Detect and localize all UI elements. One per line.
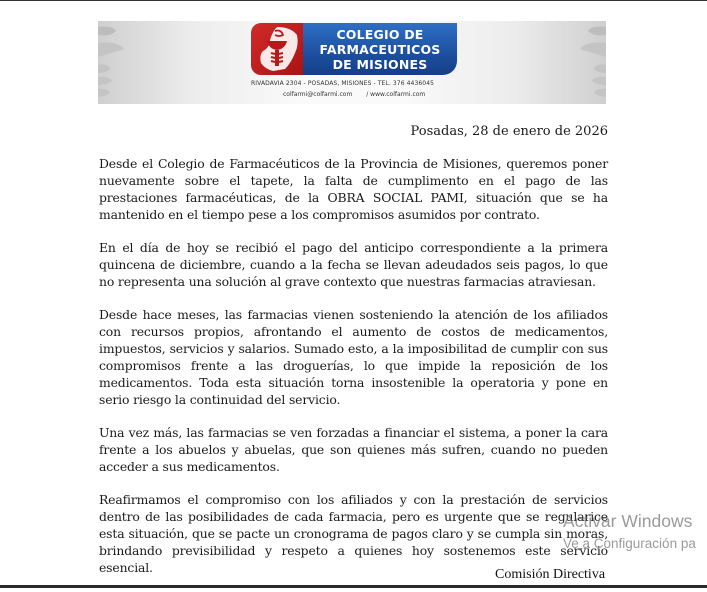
org-website: / www.colfarmi.com <box>366 91 426 98</box>
college-logo <box>251 23 457 75</box>
logo-emblem <box>251 23 303 75</box>
paragraph-3: Desde hace meses, las farmacias vienen sosteniendo la atención de los afiliados con recursos propios, afrontando el aumento de costos de medicamentos, impuestos, servicios y salarios. Sumado esto, a la imposibilitad de cumplir con sus compromisos frente a las droguerías, lo que impide la reposición de los medicamentos. Toda esta situación torna insostenible la operatoria y pone en serio riesgo la continuidad del servicio. <box>99 307 608 407</box>
org-contact <box>283 91 425 98</box>
org-name-line-2: FARMACEUTICOS <box>319 41 441 57</box>
org-name-line-3: DE MISIONES <box>332 56 428 72</box>
paragraph-1: Desde el Colegio de Farmacéuticos de la Provincia de Misiones, queremos poner nuevamente sobre el tapete, la falta de cumplimento en el pago de las prestaciones farmacéuticas, de la OBRA SOCIAL PAMI, situación que se ha mantenido en el tiempo pese a los compromisos asumidos por contrato. <box>99 156 608 222</box>
decorative-emblem-right-icon <box>566 21 606 104</box>
org-address: RIVADAVIA 2304 - POSADAS, MISIONES - TEL. 376 4436045 <box>251 80 435 87</box>
letter-date: Posadas, 28 de enero de 2026 <box>410 124 608 139</box>
top-border <box>0 0 707 1</box>
org-email: colfarmi@colfarmi.com <box>283 91 353 98</box>
org-name-line-1: COLEGIO DE <box>336 26 424 42</box>
paragraph-5: Reafirmamos el compromiso con los afiliados y con la prestación de servicios dentro de las posibilidades de cada farmacia, pero es urgente que se regularice esta situación, que se pacte un cronograma de pagos claro y se cumpla sin moras, brindando previsibilidad y respeto a quienes hoy sostenemos este servicio esencial. <box>99 492 608 575</box>
paragraph-2: En el día de hoy se recibió el pago del anticipo correspondiente a la primera quincena de diciembre, cuando a la fecha se llevan adeudados seis pagos, lo que no representa una solución al grave contexto que nuestras farmacias atraviesan. <box>99 240 608 289</box>
paragraph-4: Una vez más, las farmacias se ven forzadas a financiar el sistema, a poner la cara frente a los abuelos y abuelas, que son quienes más sufren, cuando no pueden acceder a sus medicamentos. <box>99 425 608 474</box>
decorative-emblem-left-icon <box>98 21 138 104</box>
letterhead-banner <box>98 21 606 104</box>
logo-title-panel <box>303 23 457 75</box>
watermark-subtitle: Ve a Configuración pa <box>563 536 696 551</box>
letter-body <box>99 155 608 592</box>
letter-signature: Comisión Directiva <box>495 567 606 582</box>
watermark-title: Activar Windows <box>563 511 693 531</box>
pharmacy-bowl-of-hygieia-icon <box>251 23 303 75</box>
windows-activation-watermark <box>563 510 696 553</box>
